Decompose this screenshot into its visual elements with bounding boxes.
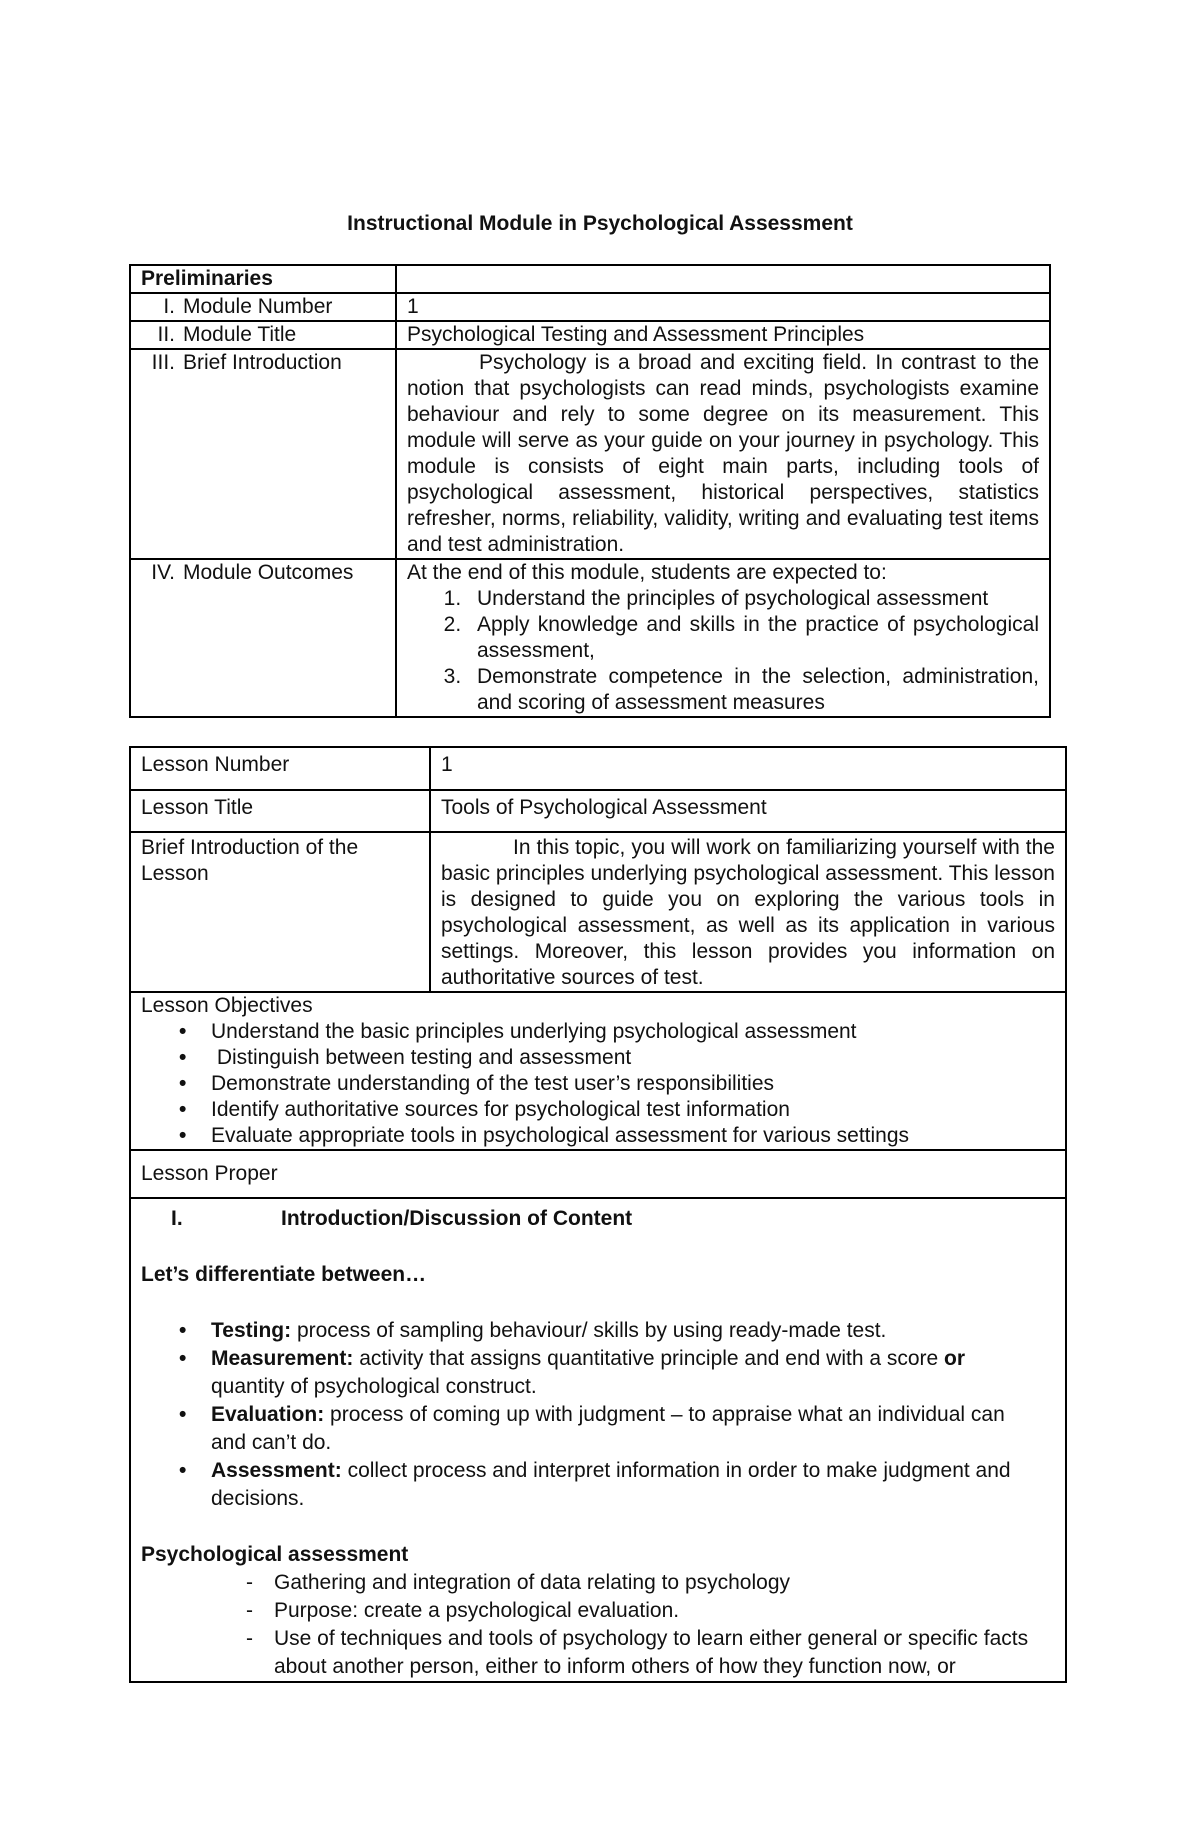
list-item: 2. Apply knowledge and skills in the practice of psychological assessment, (467, 612, 1039, 664)
row-label (130, 293, 396, 321)
table-row (130, 321, 1050, 349)
table-row (130, 1198, 1066, 1682)
list-item: 1. Understand the principles of psychological assessment (467, 586, 1039, 612)
module-number-value: 1 (396, 293, 1050, 321)
table-row (130, 992, 1066, 1150)
row-label (130, 349, 396, 559)
brief-introduction-text: Psychology is a broad and exciting field. In contrast to the notion that psychologists can read minds, psychologists examine behaviour and rely to some degree on its measurement. This module will serve as your guide on your journey in psychology. This module is consists of eight main parts, including tools of psychological assessment, historical perspectives, statistics refresher, norms, reliability, validity, writing and evaluating test items and test administration. (396, 349, 1050, 559)
label-text: Brief Introduction (183, 351, 342, 374)
list-item: 3. Demonstrate competence in the selection, administration, and scoring of assessment measures (467, 664, 1039, 716)
label-text: Module Outcomes (183, 561, 354, 584)
module-title-value: Psychological Testing and Assessment Principles (396, 321, 1050, 349)
lesson-objectives-label: Lesson Objectives (141, 994, 313, 1017)
list-item: - Use of techniques and tools of psychology to learn either general or specific facts about another person, either to inform others of how they function now, or (246, 1625, 1041, 1681)
preliminaries-table (129, 264, 1051, 718)
table-row (130, 349, 1050, 559)
term: Assessment: (211, 1459, 342, 1482)
preliminaries-header: Preliminaries (130, 265, 396, 293)
section-number: I. (171, 1207, 183, 1230)
outcomes-list (407, 586, 1039, 716)
term: Testing: (211, 1319, 292, 1342)
definition-emphasis: or (944, 1347, 966, 1370)
table-row (130, 832, 1066, 992)
roman-numeral: II. (157, 323, 175, 346)
label-text: Module Number (183, 295, 333, 318)
lesson-intro-text: In this topic, you will work on familiarizing yourself with the basic principles underlying psychological assessment. This lesson is designed to guide you on exploring the various tools in psychological assessment, as well as its application in various settings. Moreover, this lesson provides you information on authoritative sources of test. (430, 832, 1066, 992)
roman-numeral: III. (151, 351, 175, 374)
objectives-list (141, 1019, 1055, 1149)
preliminaries-header-empty (396, 265, 1050, 293)
lesson-number-value: 1 (430, 747, 1066, 790)
roman-numeral: IV. (151, 561, 175, 584)
list-item: - Purpose: create a psychological evaluation. (246, 1597, 1041, 1625)
table-row (130, 293, 1050, 321)
psych-assessment-list (141, 1569, 1055, 1681)
psych-assessment-heading: Psychological assessment (141, 1543, 409, 1566)
roman-numeral: I. (163, 295, 175, 318)
differentiate-heading: Let’s differentiate between… (141, 1263, 427, 1286)
section-heading (141, 1205, 1055, 1233)
outcomes-intro: At the end of this module, students are expected to: (407, 561, 887, 584)
module-outcomes-cell (396, 559, 1050, 717)
list-item (189, 1457, 1025, 1513)
definition: collect process and interpret information in order to make judgment and decisions. (211, 1459, 1011, 1510)
lesson-proper-content (130, 1198, 1066, 1682)
section-title: Introduction/Discussion of Content (281, 1207, 633, 1230)
row-label (130, 559, 396, 717)
list-item (189, 1345, 1025, 1401)
definition: process of sampling behaviour/ skills by using ready-made test. (291, 1319, 887, 1342)
list-item (189, 1317, 1025, 1345)
list-item: • Identify authoritative sources for psychological test information (189, 1097, 1055, 1123)
definition-end: quantity of psychological construct. (211, 1375, 537, 1398)
lesson-intro-label: Brief Introduction of the Lesson (130, 832, 430, 992)
table-row (130, 1150, 1066, 1198)
lesson-proper-label: Lesson Proper (130, 1150, 1066, 1198)
label-text: Module Title (183, 323, 297, 346)
preliminaries-header-row (130, 265, 1050, 293)
term: Measurement: (211, 1347, 354, 1370)
table-row (130, 747, 1066, 790)
term: Evaluation: (211, 1403, 325, 1426)
definition: activity that assigns quantitative principle and end with a score (353, 1347, 945, 1370)
terms-list (141, 1317, 1055, 1513)
table-row (130, 790, 1066, 832)
row-label (130, 321, 396, 349)
lesson-title-value: Tools of Psychological Assessment (430, 790, 1066, 832)
list-item: • Evaluate appropriate tools in psychological assessment for various settings (189, 1123, 1055, 1149)
lesson-title-label: Lesson Title (130, 790, 430, 832)
list-item: - Gathering and integration of data relating to psychology (246, 1569, 1041, 1597)
lesson-table (129, 746, 1067, 1683)
table-row (130, 559, 1050, 717)
list-item: • Understand the basic principles underlying psychological assessment (189, 1019, 1055, 1045)
lesson-objectives-cell (130, 992, 1066, 1150)
list-item (189, 1401, 1025, 1457)
list-item: • Distinguish between testing and assessment (189, 1045, 1055, 1071)
list-item: • Demonstrate understanding of the test user’s responsibilities (189, 1071, 1055, 1097)
lesson-number-label: Lesson Number (130, 747, 430, 790)
definition: process of coming up with judgment – to appraise what an individual can and can’t do. (211, 1403, 1005, 1454)
document-title: Instructional Module in Psychological Assessment (347, 212, 853, 235)
